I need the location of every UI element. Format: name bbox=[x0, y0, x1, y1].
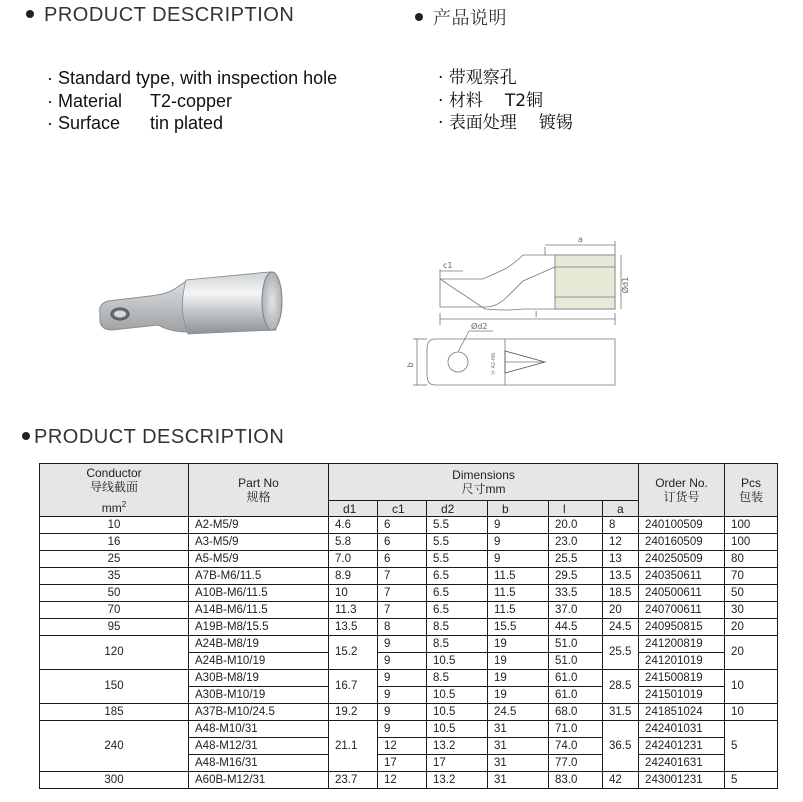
cell-l: 51.0 bbox=[549, 636, 603, 653]
cell-conductor: 70 bbox=[40, 602, 189, 619]
cell-d2: 10.5 bbox=[427, 704, 488, 721]
cell-c1: 9 bbox=[378, 704, 427, 721]
cell-pcs: 5 bbox=[725, 721, 778, 772]
header-cn: 包装 bbox=[739, 490, 764, 504]
col-header-d2: d2 bbox=[427, 501, 488, 517]
table-row bbox=[40, 517, 778, 534]
cell-d1: 5.8 bbox=[329, 534, 378, 551]
table-heading bbox=[22, 426, 284, 449]
cell-order: 241201019 bbox=[639, 653, 725, 670]
cell-pcs: 10 bbox=[725, 704, 778, 721]
header-cn: 规格 bbox=[246, 490, 271, 504]
header-unit: mm bbox=[101, 500, 122, 515]
cell-d1: 13.5 bbox=[329, 619, 378, 636]
col-header-dimensions bbox=[329, 464, 639, 501]
cell-b: 15.5 bbox=[488, 619, 549, 636]
cell-d2: 13.2 bbox=[427, 738, 488, 755]
cell-a: 13.5 bbox=[603, 568, 639, 585]
english-bullet-list bbox=[47, 67, 337, 135]
cell-order: 241500819 bbox=[639, 670, 725, 687]
dim-d2-label: Ød2 bbox=[471, 322, 488, 331]
dim-l-label: l bbox=[535, 310, 538, 319]
cell-pcs: 20 bbox=[725, 636, 778, 670]
cell-b: 11.5 bbox=[488, 602, 549, 619]
cell-l: 61.0 bbox=[549, 670, 603, 687]
table-row bbox=[40, 551, 778, 568]
cell-c1: 7 bbox=[378, 585, 427, 602]
cell-d2: 5.5 bbox=[427, 517, 488, 534]
cell-d2: 8.5 bbox=[427, 636, 488, 653]
header-en: Dimensions bbox=[452, 468, 515, 482]
cell-d1: 19.2 bbox=[329, 704, 378, 721]
header-cn: 导线截面 bbox=[89, 479, 138, 494]
cell-part: A30B-M8/19 bbox=[189, 670, 329, 687]
col-header-conductor bbox=[40, 464, 189, 517]
cell-conductor: 150 bbox=[40, 670, 189, 704]
cell-conductor: 300 bbox=[40, 772, 189, 789]
cell-d1: 11.3 bbox=[329, 602, 378, 619]
cell-pcs: 5 bbox=[725, 772, 778, 789]
bullet-label: 材料 bbox=[448, 90, 483, 111]
cell-conductor: 240 bbox=[40, 721, 189, 772]
cell-a: 8 bbox=[603, 517, 639, 534]
drawing-stamp: ⓜ A2-M6 bbox=[491, 352, 497, 375]
col-header-b: b bbox=[488, 501, 549, 517]
cell-c1: 6 bbox=[378, 517, 427, 534]
cell-c1: 12 bbox=[378, 772, 427, 789]
cell-l: 71.0 bbox=[549, 721, 603, 738]
product-description-heading bbox=[26, 4, 294, 27]
cell-d2: 10.5 bbox=[427, 721, 488, 738]
cell-pcs: 50 bbox=[725, 585, 778, 602]
cell-a: 24.5 bbox=[603, 619, 639, 636]
cell-part: A3-M5/9 bbox=[189, 534, 329, 551]
cell-l: 61.0 bbox=[549, 687, 603, 704]
cell-order: 241200819 bbox=[639, 636, 725, 653]
cell-d2: 6.5 bbox=[427, 585, 488, 602]
cell-order: 240700611 bbox=[639, 602, 725, 619]
cell-part: A2-M5/9 bbox=[189, 517, 329, 534]
cell-pcs: 30 bbox=[725, 602, 778, 619]
col-header-pcs bbox=[725, 464, 778, 517]
cell-c1: 7 bbox=[378, 602, 427, 619]
bullet-value: 镀锡 bbox=[538, 113, 573, 133]
cell-c1: 12 bbox=[378, 738, 427, 755]
cable-lug-photo bbox=[90, 270, 300, 345]
cell-order: 241851024 bbox=[639, 704, 725, 721]
cell-b: 11.5 bbox=[488, 568, 549, 585]
cell-order: 242401231 bbox=[639, 738, 725, 755]
cell-l: 44.5 bbox=[549, 619, 603, 636]
table-row bbox=[40, 568, 778, 585]
bullet-value: tin plated bbox=[150, 113, 224, 133]
cell-d2: 5.5 bbox=[427, 551, 488, 568]
cell-order: 243001231 bbox=[639, 772, 725, 789]
cell-d2: 5.5 bbox=[427, 534, 488, 551]
bullet-value: T2铜 bbox=[504, 90, 544, 111]
cell-b: 9 bbox=[488, 534, 549, 551]
cell-l: 33.5 bbox=[549, 585, 603, 602]
cell-order: 240950815 bbox=[639, 619, 725, 636]
cell-pcs: 100 bbox=[725, 517, 778, 534]
chinese-bullet-list bbox=[438, 67, 573, 135]
cell-part: A48-M12/31 bbox=[189, 738, 329, 755]
bullet-item: · Standard type, with inspection hole bbox=[47, 68, 338, 88]
bullet-label: 带观察孔 bbox=[448, 68, 517, 88]
cell-part: A60B-M12/31 bbox=[189, 772, 329, 789]
cell-d1: 21.1 bbox=[329, 721, 378, 772]
cell-part: A19B-M8/15.5 bbox=[189, 619, 329, 636]
dim-c1-label: c1 bbox=[443, 261, 453, 270]
heading-text: 产品说明 bbox=[433, 8, 507, 29]
cell-c1: 9 bbox=[378, 670, 427, 687]
cell-d1: 4.6 bbox=[329, 517, 378, 534]
table-row bbox=[40, 721, 778, 738]
cell-l: 20.0 bbox=[549, 517, 603, 534]
cell-part: A30B-M10/19 bbox=[189, 687, 329, 704]
cell-b: 9 bbox=[488, 517, 549, 534]
cell-d1: 15.2 bbox=[329, 636, 378, 670]
col-header-order-no bbox=[639, 464, 725, 517]
cell-d2: 6.5 bbox=[427, 568, 488, 585]
cell-d2: 17 bbox=[427, 755, 488, 772]
cell-c1: 9 bbox=[378, 636, 427, 653]
cell-l: 83.0 bbox=[549, 772, 603, 789]
cell-conductor: 10 bbox=[40, 517, 189, 534]
cell-d1: 10 bbox=[329, 585, 378, 602]
table-row bbox=[40, 704, 778, 721]
header-cn: 尺寸mm bbox=[461, 482, 506, 496]
cell-l: 51.0 bbox=[549, 653, 603, 670]
cell-b: 31 bbox=[488, 772, 549, 789]
table-row bbox=[40, 636, 778, 653]
col-header-part-no bbox=[189, 464, 329, 517]
cell-order: 240100509 bbox=[639, 517, 725, 534]
bullet-dot-icon bbox=[26, 10, 34, 18]
cell-part: A24B-M10/19 bbox=[189, 653, 329, 670]
cell-a: 36.5 bbox=[603, 721, 639, 772]
cell-part: A7B-M6/11.5 bbox=[189, 568, 329, 585]
cell-a: 20 bbox=[603, 602, 639, 619]
cell-part: A37B-M10/24.5 bbox=[189, 704, 329, 721]
table-row bbox=[40, 772, 778, 789]
cell-order: 242401631 bbox=[639, 755, 725, 772]
technical-drawing bbox=[405, 225, 630, 405]
bullet-item: · 材料 T2铜 bbox=[438, 90, 544, 111]
cell-conductor: 35 bbox=[40, 568, 189, 585]
cell-part: A10B-M6/11.5 bbox=[189, 585, 329, 602]
cell-part: A24B-M8/19 bbox=[189, 636, 329, 653]
cell-part: A48-M16/31 bbox=[189, 755, 329, 772]
header-en: Part No bbox=[238, 476, 279, 490]
bullet-label: Standard type, with inspection hole bbox=[58, 68, 338, 88]
cell-b: 31 bbox=[488, 721, 549, 738]
cell-pcs: 20 bbox=[725, 619, 778, 636]
chinese-description-heading bbox=[415, 4, 507, 30]
col-header-c1: c1 bbox=[378, 501, 427, 517]
cell-l: 37.0 bbox=[549, 602, 603, 619]
bullet-item: · Material T2-copper bbox=[47, 90, 233, 111]
col-header-d1: d1 bbox=[329, 501, 378, 517]
cell-d2: 8.5 bbox=[427, 619, 488, 636]
cell-d1: 16.7 bbox=[329, 670, 378, 704]
cell-d1: 8.9 bbox=[329, 568, 378, 585]
cell-l: 23.0 bbox=[549, 534, 603, 551]
cell-part: A48-M10/31 bbox=[189, 721, 329, 738]
table-row bbox=[40, 670, 778, 687]
cell-order: 240160509 bbox=[639, 534, 725, 551]
table-row bbox=[40, 602, 778, 619]
bullet-dot-icon bbox=[415, 13, 423, 21]
cell-l: 77.0 bbox=[549, 755, 603, 772]
header-en: Order No. bbox=[655, 476, 708, 490]
cell-a: 12 bbox=[603, 534, 639, 551]
spec-table bbox=[39, 463, 778, 789]
cell-b: 31 bbox=[488, 738, 549, 755]
col-header-l: l bbox=[549, 501, 603, 517]
cell-b: 9 bbox=[488, 551, 549, 568]
cell-pcs: 80 bbox=[725, 551, 778, 568]
cell-conductor: 25 bbox=[40, 551, 189, 568]
dim-a-label: a bbox=[578, 235, 583, 244]
cell-c1: 9 bbox=[378, 653, 427, 670]
cell-c1: 7 bbox=[378, 568, 427, 585]
bullet-label: 表面处理 bbox=[448, 113, 517, 133]
cell-order: 240250509 bbox=[639, 551, 725, 568]
cell-a: 25.5 bbox=[603, 636, 639, 670]
bullet-item: · 表面处理 镀锡 bbox=[438, 113, 573, 133]
cell-c1: 17 bbox=[378, 755, 427, 772]
cell-d1: 23.7 bbox=[329, 772, 378, 789]
heading-text: PRODUCT DESCRIPTION bbox=[44, 4, 295, 26]
cell-a: 18.5 bbox=[603, 585, 639, 602]
table-row bbox=[40, 534, 778, 551]
cell-a: 31.5 bbox=[603, 704, 639, 721]
dim-d1-label: Ød1 bbox=[621, 276, 630, 294]
cell-b: 19 bbox=[488, 653, 549, 670]
cell-a: 42 bbox=[603, 772, 639, 789]
cell-d2: 10.5 bbox=[427, 653, 488, 670]
cell-pcs: 100 bbox=[725, 534, 778, 551]
cell-part: A14B-M6/11.5 bbox=[189, 602, 329, 619]
cell-d2: 13.2 bbox=[427, 772, 488, 789]
heading-text: PRODUCT DESCRIPTION bbox=[34, 426, 285, 448]
cell-b: 24.5 bbox=[488, 704, 549, 721]
bullet-label: Material bbox=[58, 90, 123, 111]
cell-pcs: 10 bbox=[725, 670, 778, 704]
cell-conductor: 95 bbox=[40, 619, 189, 636]
table-row bbox=[40, 619, 778, 636]
cell-conductor: 50 bbox=[40, 585, 189, 602]
bullet-item: · Surface tin plated bbox=[47, 113, 224, 133]
cell-l: 68.0 bbox=[549, 704, 603, 721]
cell-order: 240500611 bbox=[639, 585, 725, 602]
cell-a: 28.5 bbox=[603, 670, 639, 704]
bullet-value: T2-copper bbox=[150, 90, 233, 111]
cell-l: 29.5 bbox=[549, 568, 603, 585]
col-header-a: a bbox=[603, 501, 639, 517]
table-row bbox=[40, 585, 778, 602]
cell-b: 19 bbox=[488, 670, 549, 687]
cell-c1: 9 bbox=[378, 721, 427, 738]
cell-b: 11.5 bbox=[488, 585, 549, 602]
cell-conductor: 120 bbox=[40, 636, 189, 670]
header-en: Conductor bbox=[86, 465, 142, 480]
bullet-item: · 带观察孔 bbox=[438, 68, 517, 88]
cell-d2: 8.5 bbox=[427, 670, 488, 687]
cell-d2: 6.5 bbox=[427, 602, 488, 619]
cell-conductor: 185 bbox=[40, 704, 189, 721]
cell-c1: 6 bbox=[378, 534, 427, 551]
cell-a: 13 bbox=[603, 551, 639, 568]
dim-b-label: b bbox=[406, 362, 415, 368]
cell-part: A5-M5/9 bbox=[189, 551, 329, 568]
header-cn: 订货号 bbox=[663, 490, 700, 504]
bullet-dot-icon bbox=[22, 432, 30, 440]
bullet-label: Surface bbox=[58, 113, 121, 133]
cell-l: 25.5 bbox=[549, 551, 603, 568]
cell-b: 19 bbox=[488, 636, 549, 653]
cell-l: 74.0 bbox=[549, 738, 603, 755]
cell-c1: 8 bbox=[378, 619, 427, 636]
cell-b: 19 bbox=[488, 687, 549, 704]
cell-pcs: 70 bbox=[725, 568, 778, 585]
cell-c1: 6 bbox=[378, 551, 427, 568]
cell-c1: 9 bbox=[378, 687, 427, 704]
cell-d1: 7.0 bbox=[329, 551, 378, 568]
cell-order: 241501019 bbox=[639, 687, 725, 704]
header-en: Pcs bbox=[741, 476, 762, 490]
cell-b: 31 bbox=[488, 755, 549, 772]
cell-conductor: 16 bbox=[40, 534, 189, 551]
cell-d2: 10.5 bbox=[427, 687, 488, 704]
cell-order: 240350611 bbox=[639, 568, 725, 585]
header-unit-sup: 2 bbox=[121, 499, 127, 509]
cell-order: 242401031 bbox=[639, 721, 725, 738]
